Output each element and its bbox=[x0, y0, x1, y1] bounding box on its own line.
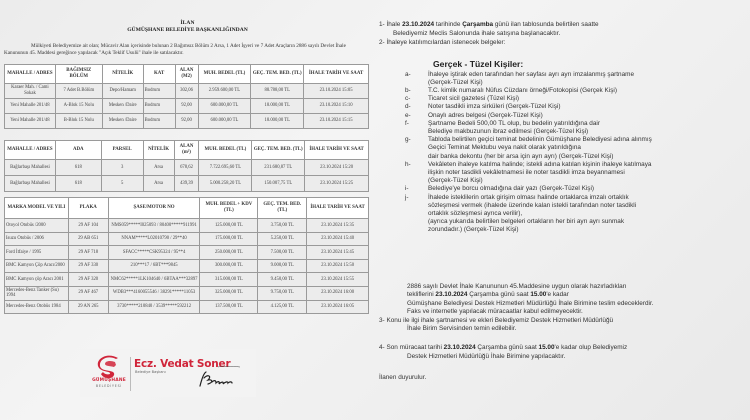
document-item-line: T.C. kimlik numaralı Nüfus Cüzdanı örneği/Fotokopisi (Gerçek Kişi) bbox=[428, 86, 617, 94]
col-header: PARSEL bbox=[101, 141, 143, 160]
logo-divider bbox=[130, 357, 131, 391]
cell: 23.10.2024 15:25 bbox=[305, 176, 369, 192]
cell: 18.000,00 TL bbox=[251, 99, 304, 114]
tender-date: 23.10.2024 bbox=[402, 21, 435, 28]
cell: 23.10.2024 15:15 bbox=[304, 114, 369, 129]
tender-day: Çarşamba bbox=[462, 21, 494, 28]
col-header: İHALE TARİH VE SAAT bbox=[305, 141, 369, 160]
vehicles-table bbox=[4, 197, 369, 314]
cell: 23.10.2024 16:00 bbox=[307, 286, 369, 300]
cell: B-Blok 15 Nolu bbox=[55, 114, 102, 129]
cell: 3730*****210840 / 3539*****592212 bbox=[108, 300, 200, 314]
cell: 618 bbox=[55, 176, 101, 192]
text: günü ilan tablosunda belirtilen saatte bbox=[493, 21, 599, 28]
cell: 302,06 bbox=[175, 84, 198, 99]
col-header: MUH. BEDEL + KDV (TL) bbox=[200, 198, 258, 219]
table-row bbox=[5, 99, 369, 114]
cell: Otoyol Otobüs /2000 bbox=[5, 219, 69, 233]
text: 4- Son müracaat tarihi bbox=[379, 344, 444, 351]
notice-title bbox=[0, 20, 375, 34]
document-label: f- bbox=[405, 119, 409, 127]
cell: 29 AF 320 bbox=[68, 273, 108, 287]
table-row bbox=[5, 273, 369, 287]
table-header-row bbox=[5, 141, 369, 160]
cell: 23.10.2024 15:35 bbox=[307, 219, 369, 233]
table-row bbox=[5, 286, 369, 300]
cell: 9.750,00 TL bbox=[258, 286, 307, 300]
cell: Depo/Hamam bbox=[102, 84, 143, 99]
cell: 125.000,00 TL bbox=[200, 219, 258, 233]
cell: 150.007,75 TL bbox=[252, 176, 305, 192]
condition-4-line2: Destek Hizmetleri Müdürlüğü İhale Birimine yapılacaktır. bbox=[407, 352, 566, 360]
condition-1-line2: Belediyemiz Meclis Salonunda ihale satışına başlanacaktır. bbox=[393, 30, 561, 37]
condition-4-line1 bbox=[379, 344, 627, 352]
cell: Bağlarbaşı Mahallesi bbox=[5, 160, 56, 176]
document-item-line: Geçici Teminat Mektubu veya nakit olarak yatırıldığına bbox=[428, 144, 581, 152]
cell: 23.10.2024 15:40 bbox=[307, 232, 369, 246]
cell: 231.680,87 TL bbox=[252, 160, 305, 176]
col-header: MARKA MODEL VE YILI bbox=[5, 198, 69, 219]
document-item-line: İhaleye iştirak eden tarafından her sayfası ayrı ayrı imzalanmış şartname bbox=[428, 70, 635, 78]
cell: 23.10.2024 15:20 bbox=[305, 160, 369, 176]
cell: 88.788,00 TL bbox=[251, 84, 304, 99]
submission-line3: Gümüşhane Belediyesi Destek Hizmetleri Müdürlüğü İhale Birimine teslim edeceklerdir. bbox=[407, 299, 654, 307]
cell: 300.000,00 TL bbox=[200, 259, 258, 273]
closing-text: İlanen duyurulur. bbox=[379, 374, 427, 381]
table-header-row bbox=[5, 198, 369, 219]
document-label: b- bbox=[405, 86, 411, 94]
cell: 250.000,00 TL bbox=[200, 246, 258, 260]
cell: 29 AF 104 bbox=[68, 219, 108, 233]
cell: Bodrum bbox=[143, 84, 175, 99]
table-row bbox=[5, 259, 369, 273]
col-header: GEÇ. TEM. BED. (TL) bbox=[251, 65, 304, 84]
table-row bbox=[5, 232, 369, 246]
cell: 29 AF 467 bbox=[68, 286, 108, 300]
cell: 7 Adet B.Bölüm bbox=[55, 84, 102, 99]
document-item-line: (Gerçek-Tüzel Kişi) bbox=[428, 177, 483, 185]
cell: 9.000,00 TL bbox=[258, 259, 307, 273]
document-item-line: dair banka dekontu (her bir arsa için ayrı ayrı) (Gerçek-Tüzel Kişi) bbox=[428, 152, 614, 160]
condition-3-line1: 3- Konu ile ilgi ihale şartnamesi ve ekleri Belediyemiz Destek Hizmetleri Müdürlüğü bbox=[379, 316, 614, 324]
cell: Karaer Mah. / Cami Sokak bbox=[5, 84, 56, 99]
table-row bbox=[5, 114, 369, 129]
cell: 23.10.2024 15:45 bbox=[307, 246, 369, 260]
condition-1-line1 bbox=[379, 21, 599, 29]
document-item-line: Belediye'ye borcu olmadığına dair yazı (Gerçek-Tüzel Kişi) bbox=[428, 185, 595, 193]
cell: Mesken /Daire bbox=[102, 99, 143, 114]
col-header: NİTELİK bbox=[102, 65, 143, 84]
municipality-sub: BELEDİYESİ bbox=[95, 384, 123, 388]
cell: Yeni Mahalle 201/48 bbox=[5, 99, 56, 114]
submission-line1: 2886 sayılı Devlet İhale Kanununun 45.Maddesine uygun olarak hazırladıkları bbox=[407, 283, 627, 290]
cell: 29 AB 651 bbox=[68, 232, 108, 246]
cell: Yeni Mahalle 201/48 bbox=[5, 114, 56, 129]
document-item-line: Ticaret sicil gazetesi (Tüzel Kişi) bbox=[428, 95, 520, 103]
text: 'e kadar bbox=[546, 291, 569, 298]
col-header: MAHALLE / ADRES bbox=[5, 141, 56, 160]
cell: Arsa bbox=[143, 160, 174, 176]
cell: 439,39 bbox=[174, 176, 199, 192]
col-header: ALAN (M2) bbox=[175, 65, 198, 84]
table-row bbox=[5, 246, 369, 260]
col-header: PLAKA bbox=[68, 198, 108, 219]
col-header: MAHALLE / ADRES bbox=[5, 65, 56, 84]
text: 'e kadar olup Belediyemiz bbox=[554, 344, 628, 351]
cell: Mesken /Daire bbox=[102, 114, 143, 129]
cell: 23.10.2024 15:05 bbox=[304, 84, 369, 99]
notice-title-line1: İLAN bbox=[180, 20, 195, 26]
cell: Bağlarbaşı Mahallesi bbox=[5, 176, 56, 192]
cell: 2.959.600,00 TL bbox=[198, 84, 251, 99]
document-item-line: Belediye makbuzunun ibraz edilmesi (Gerçek-Tüzel Kişi) bbox=[428, 127, 589, 135]
document-item-line: Noter tasdikli imza sirküleri (Gerçek-Tüzel Kişi) bbox=[428, 103, 561, 111]
table-header-row bbox=[5, 65, 369, 84]
cell: 600.000,00 TL bbox=[198, 114, 251, 129]
units-table bbox=[4, 64, 369, 129]
cell: NMC62*****1LK104640 / 6BTAA***32897 bbox=[108, 273, 200, 287]
document-item-line: Vekâleten ihaleye katılma halinde; istekli adına katılan kişinin ihaleye katılmaya bbox=[428, 160, 652, 168]
col-header: MUH. BEDEL (TL) bbox=[199, 141, 252, 160]
col-header: ALAN (m²) bbox=[174, 141, 199, 160]
cell: 3.750,00 TL bbox=[258, 219, 307, 233]
document-label: a- bbox=[405, 70, 411, 78]
cell: WDB3***4160055546 / 38291*****11053 bbox=[108, 286, 200, 300]
cell: 3 bbox=[101, 160, 143, 176]
document-label: j- bbox=[405, 193, 409, 201]
cell: 4.125,00 TL bbox=[258, 300, 307, 314]
submission-line2 bbox=[407, 291, 569, 299]
mayor-name: Ecz. Vedat Soner bbox=[134, 358, 231, 370]
cell: 678,62 bbox=[174, 160, 199, 176]
submission-line4: Faks ve internetle yapılacak müracaatlar kabul edilmeyecektir. bbox=[407, 308, 583, 315]
cell: 23.10.2024 15:55 bbox=[307, 273, 369, 287]
mayor-signature-icon bbox=[188, 364, 248, 392]
municipality-name: GÜMÜŞHANE bbox=[92, 378, 126, 383]
cell: 23.10.2024 16:05 bbox=[307, 300, 369, 314]
document-item-line: sözleşmesi vermek (ihalede üzerinde kalan istekli tarafından noter tasdikli bbox=[428, 201, 637, 209]
final-time: 15.00 bbox=[538, 344, 555, 351]
cell: 92,00 bbox=[175, 114, 198, 129]
document-item-line: ilişkin noter tasdikli vekâletnamesi ile noter tasdikli imza beyannamesi bbox=[428, 168, 625, 176]
mayor-role: Belediye Başkanı bbox=[135, 370, 166, 374]
col-header: ŞASE/MOTOR NO bbox=[108, 198, 200, 219]
document-label: g- bbox=[405, 136, 411, 144]
text: tarihinde bbox=[434, 21, 463, 28]
cell: Mercedes-Benz Tanker (Su) 1994 bbox=[5, 286, 69, 300]
col-header: MUH. BEDEL (TL) bbox=[198, 65, 251, 84]
cell: 9.450,00 TL bbox=[258, 273, 307, 287]
document-item-line: Tabloda belirtilen geçici teminat bedelinin Gümüşhane Belediyesi adına alınmış bbox=[428, 136, 652, 144]
cell: 7.500,00 TL bbox=[258, 246, 307, 260]
document-item-line: ortaklık sözleşmesi ayrıca verilir), bbox=[428, 209, 523, 217]
table-row bbox=[5, 160, 369, 176]
final-date: 23.10.2024 bbox=[443, 344, 476, 351]
cell: 210***17 / 6BT***9845 bbox=[108, 259, 200, 273]
cell: NMS059*****I025093 / 80400*****911991 bbox=[108, 219, 200, 233]
cell: 7.722.695,60 TL bbox=[199, 160, 252, 176]
document-item-line: (ayrıca yukarıda belirtilen belgeleri ortakların her biri ayrı ayrı sunmak bbox=[428, 218, 625, 226]
col-header: BAĞIMSIZ BÖLÜM bbox=[55, 65, 102, 84]
text: tekliflerini bbox=[407, 291, 436, 298]
cell: Bodrum bbox=[143, 114, 175, 129]
cell: NNAM*****L02010790 / 29**40 bbox=[108, 232, 200, 246]
condition-number: 1- bbox=[379, 21, 385, 28]
col-header: NİTELİK bbox=[143, 141, 174, 160]
cell: Arsa bbox=[143, 176, 174, 192]
cell: 315.000,00 TL bbox=[200, 273, 258, 287]
municipality-logo-banner bbox=[80, 349, 256, 397]
notice-title-line2: GÜMÜŞHANE BELEDİYE BAŞKANLIĞINDAN bbox=[127, 27, 248, 33]
cell: 325.000,00 TL bbox=[200, 286, 258, 300]
col-header: KAT bbox=[143, 65, 175, 84]
document-label: c- bbox=[405, 95, 411, 103]
col-header: GEÇ. TEM. BED. (TL) bbox=[252, 141, 305, 160]
text: İhale bbox=[386, 21, 403, 28]
cell: 5.000.258,20 TL bbox=[199, 176, 252, 192]
cell: 5 bbox=[101, 176, 143, 192]
table-row bbox=[5, 176, 369, 192]
cell: BMC Kamyon çöp Aracı 2001 bbox=[5, 273, 69, 287]
document-item-line: Şartname Bedeli 500,00 TL olup, bu bedelin yatırıldığına dair bbox=[428, 119, 600, 127]
documents-subheading: Gerçek - Tüzel Kişiler: bbox=[433, 59, 524, 69]
condition-3-line2: İhale Birim Servisinden temin edilebilir. bbox=[407, 325, 517, 332]
document-item-line: (Gerçek-Tüzel Kişi) bbox=[428, 78, 483, 86]
cell: A-Blok 15 Nolu bbox=[55, 99, 102, 114]
cell: Isuzu Otobüs / 2006 bbox=[5, 232, 69, 246]
col-header: İHALE TARİH VE SAAT bbox=[304, 65, 369, 84]
cell: 18.000,00 TL bbox=[251, 114, 304, 129]
cell: 23.10.2024 15:10 bbox=[304, 99, 369, 114]
document-label: i- bbox=[405, 185, 409, 193]
cell: Mercedes-Benz Otobüs 1984 bbox=[5, 300, 69, 314]
col-header: İHALE TARİH VE SAAT bbox=[307, 198, 369, 219]
cell: Ford İtfaiye / 1995 bbox=[5, 246, 69, 260]
cell: SFACC*****CSK95324 / 95**4 bbox=[108, 246, 200, 260]
text: Çarşamba günü saat bbox=[475, 344, 539, 351]
land-table bbox=[4, 140, 369, 192]
cell: 600.000,00 TL bbox=[198, 99, 251, 114]
cell: 175.000,00 TL bbox=[200, 232, 258, 246]
cell: 5.250,00 TL bbox=[258, 232, 307, 246]
document-label: e- bbox=[405, 111, 411, 119]
cell: 29 AN 265 bbox=[68, 300, 108, 314]
cell: Bodrum bbox=[143, 99, 175, 114]
cell: 29 AF 330 bbox=[68, 259, 108, 273]
deadline-time: 15.00 bbox=[530, 291, 547, 298]
cell: 618 bbox=[55, 160, 101, 176]
table-row bbox=[5, 219, 369, 233]
col-header: GEÇ. TEM. BED. (TL) bbox=[258, 198, 307, 219]
document-item-line: Onaylı adres belgesi (Gerçek-Tüzel Kişi) bbox=[428, 111, 543, 119]
table-row bbox=[5, 300, 369, 314]
cell: BMC Kamyon Çöp Aracı/2000 bbox=[5, 259, 69, 273]
notice-right-column bbox=[375, 0, 750, 420]
document-item-line: İhalede isteklilerin ortak girişim olması halinde ortaklarca imzalı ortaklık bbox=[428, 193, 629, 201]
table-row bbox=[5, 84, 369, 99]
text: Çarşamba günü saat bbox=[467, 291, 531, 298]
document-label: h- bbox=[405, 160, 411, 168]
cell: 29 AF 718 bbox=[68, 246, 108, 260]
cell: 92,00 bbox=[175, 99, 198, 114]
document-item-line: zorundadır.) (Gerçek-Tüzel Kişi) bbox=[428, 226, 519, 234]
condition-2: 2- İhaleye katılımcılardan istenecek belgeler: bbox=[379, 39, 506, 46]
document-label: d- bbox=[405, 103, 411, 111]
cell: 137.500,00 TL bbox=[200, 300, 258, 314]
notice-intro: Mülkiyeti Belediyemize ait olan; Mücavir Alan içerisinde bulunan 2 Bağımsız Bölüm 2 Arsa, 1 Adet İşyeri ve 7 Adet Araçların 2886 sayılı Devlet İhale Kanununun 45. Maddesi gereğince yapılacak "Açık Teklif Usulü" ihale ile satılacaktır. bbox=[4, 43, 346, 56]
cell: 23.10.2024 15:50 bbox=[307, 259, 369, 273]
deadline-date: 23.10.2024 bbox=[435, 291, 468, 298]
col-header: ADA bbox=[55, 141, 101, 160]
